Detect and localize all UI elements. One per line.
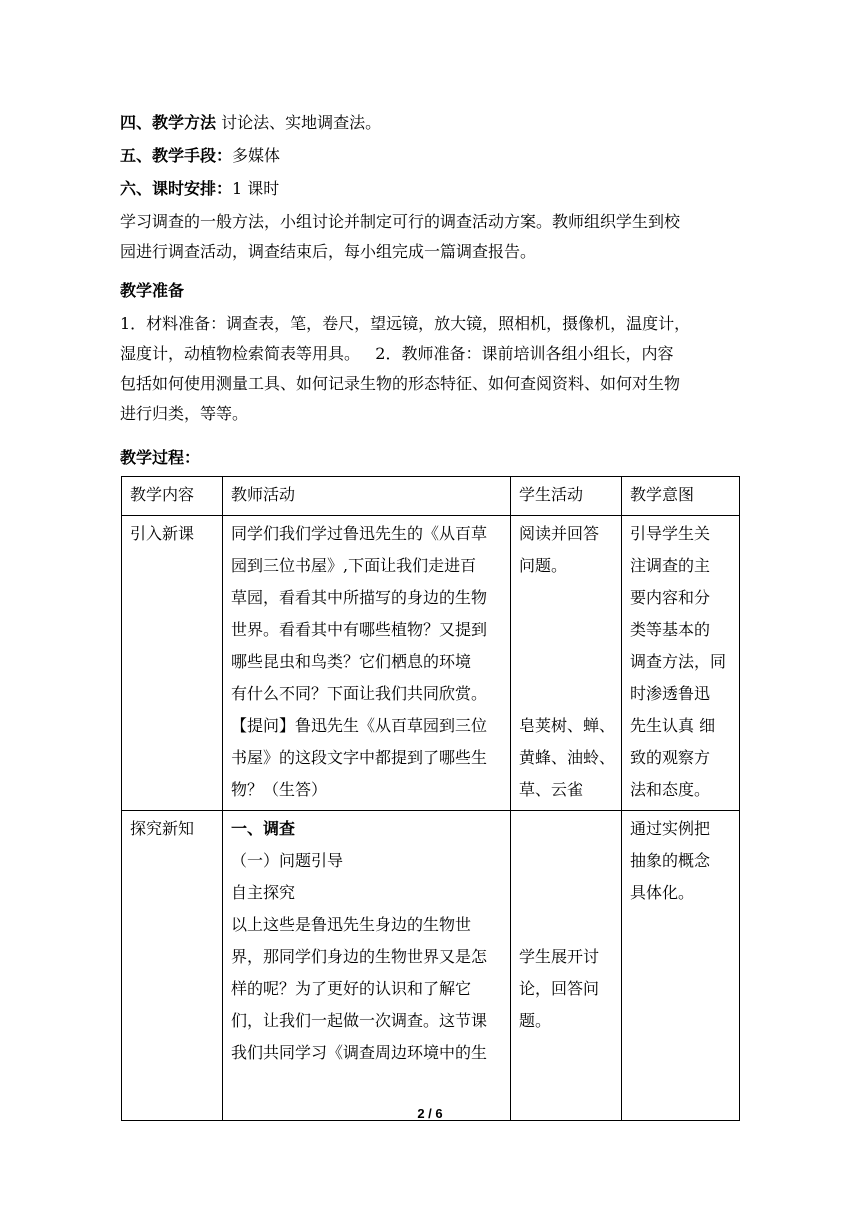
- teacher-line: 哪些昆虫和鸟类？它们栖息的环境: [231, 652, 472, 671]
- preparation-paragraph: [120, 309, 740, 429]
- teacher-activity-cell: [223, 516, 511, 811]
- intent-line: 引导学生关: [630, 524, 711, 543]
- intent-line: 通过实例把: [630, 819, 711, 838]
- student-activity-cell: [511, 811, 622, 1121]
- header-cell: 教学内容: [122, 477, 223, 516]
- teacher-line: 物？（生答）: [231, 780, 328, 799]
- teacher-line: 书屋》的这段文字中都提到了哪些生: [231, 748, 488, 767]
- student-line: 黄蜂、油蛉、: [519, 748, 616, 767]
- intent-line: 先生认真 细: [630, 716, 716, 735]
- teacher-line: （一）问题引导: [231, 851, 344, 870]
- teacher-line: 有什么不同？下面让我们共同欣赏。: [231, 684, 488, 703]
- class-time-line: [120, 179, 279, 199]
- table-header-row: [122, 477, 740, 516]
- page-number: 2 / 6: [417, 1106, 443, 1121]
- student-line: 皂荚树、蝉、: [519, 716, 616, 735]
- student-line: [519, 646, 613, 678]
- preparation-line: 1．材料准备：调查表，笔，卷尺，望远镜，放大镜，照相机，摄像机，温度计，: [120, 314, 691, 333]
- intro-line: 学习调查的一般方法，小组讨论并制定可行的调查活动方案。教师组织学生到校: [120, 212, 681, 231]
- intent-cell: [622, 811, 740, 1121]
- teacher-line: 们，让我们一起做一次调查。这节课: [231, 1011, 488, 1030]
- preparation-line: 进行归类，等等。: [120, 404, 249, 423]
- preparation-line: 湿度计，动植物检索简表等用具。 2．教师准备：课前培训各组小组长，内容: [120, 344, 674, 363]
- teacher-line: 自主探究: [231, 883, 296, 902]
- intent-line: 注调查的主: [630, 556, 711, 575]
- teaching-means-label: 五、教学手段：: [120, 146, 233, 165]
- teaching-method-label: 四、教学方法: [120, 113, 217, 132]
- teaching-method-value: 讨论法、实地调查法。: [221, 113, 382, 132]
- teacher-activity-cell: [223, 811, 511, 1121]
- student-line: [519, 909, 613, 941]
- teacher-line: 草园，看看其中所描写的身边的生物: [231, 588, 488, 607]
- content-label: 探究新知: [130, 819, 195, 838]
- teacher-line: 【提问】鲁迅先生《从百草园到三位: [231, 716, 488, 735]
- student-line: [519, 582, 613, 614]
- teacher-line: 界，那同学们身边的生物世界又是怎: [231, 947, 488, 966]
- intent-line: 致的观察方: [630, 748, 711, 767]
- content-cell: [122, 516, 223, 811]
- preparation-line: 包括如何使用测量工具、如何记录生物的形态特征、如何查阅资料、如何对生物: [120, 374, 681, 393]
- student-line: [519, 614, 613, 646]
- teacher-line: 样的呢？为了更好的认识和了解它: [231, 979, 472, 998]
- intent-line: 要内容和分: [630, 588, 711, 607]
- table-row: [122, 516, 740, 811]
- student-line: [519, 845, 613, 877]
- intent-cell: [622, 516, 740, 811]
- intro-line: 园进行调查活动，调查结束后，每小组完成一篇调查报告。: [120, 242, 537, 261]
- student-line: 题。: [519, 1011, 552, 1030]
- teaching-means-value: 多媒体: [232, 146, 281, 165]
- teacher-line: 以上这些是鲁迅先生身边的生物世: [231, 915, 472, 934]
- student-line: [519, 678, 613, 710]
- intent-line: 调查方法，同: [630, 652, 727, 671]
- student-line: 问题。: [519, 556, 568, 575]
- student-line: [519, 877, 613, 909]
- student-line: 学生展开讨: [519, 947, 600, 966]
- teaching-means-line: [120, 146, 280, 166]
- intent-line: 类等基本的: [630, 620, 711, 639]
- student-activity-cell: [511, 516, 622, 811]
- intent-line: 抽象的概念: [630, 851, 711, 870]
- teacher-line: 世界。看看其中有哪些植物？又提到: [231, 620, 488, 639]
- class-time-value: 1 课时: [232, 179, 280, 198]
- intent-line: 具体化。: [630, 883, 695, 902]
- intent-line: 法和态度。: [630, 780, 711, 799]
- class-time-label: 六、课时安排：: [120, 179, 233, 198]
- teacher-line: 我们共同学习《调查周边环境中的生: [231, 1043, 488, 1062]
- header-cell: 学生活动: [511, 477, 622, 516]
- teaching-method-line: [120, 113, 381, 133]
- teacher-section-title: 一、调查: [231, 819, 296, 838]
- teacher-line: 同学们我们学过鲁迅先生的《从百草: [231, 524, 488, 543]
- header-cell: 教师活动: [223, 477, 511, 516]
- student-line: 草、云雀: [519, 780, 584, 799]
- preparation-heading: 教学准备: [120, 281, 185, 300]
- student-line: 论，回答问: [519, 979, 600, 998]
- header-cell: 教学意图: [622, 477, 740, 516]
- intro-paragraph: [120, 207, 740, 267]
- content-label: 引入新课: [130, 524, 195, 543]
- intent-line: 时渗透鲁迅: [630, 684, 711, 703]
- student-line: 阅读并回答: [519, 524, 600, 543]
- teacher-line: 园到三位书屋》,下面让我们走进百: [231, 556, 477, 575]
- content-cell: [122, 811, 223, 1121]
- process-heading: 教学过程：: [120, 448, 201, 467]
- lesson-process-table: [121, 476, 740, 1121]
- table-row: [122, 811, 740, 1121]
- student-line: [519, 813, 613, 845]
